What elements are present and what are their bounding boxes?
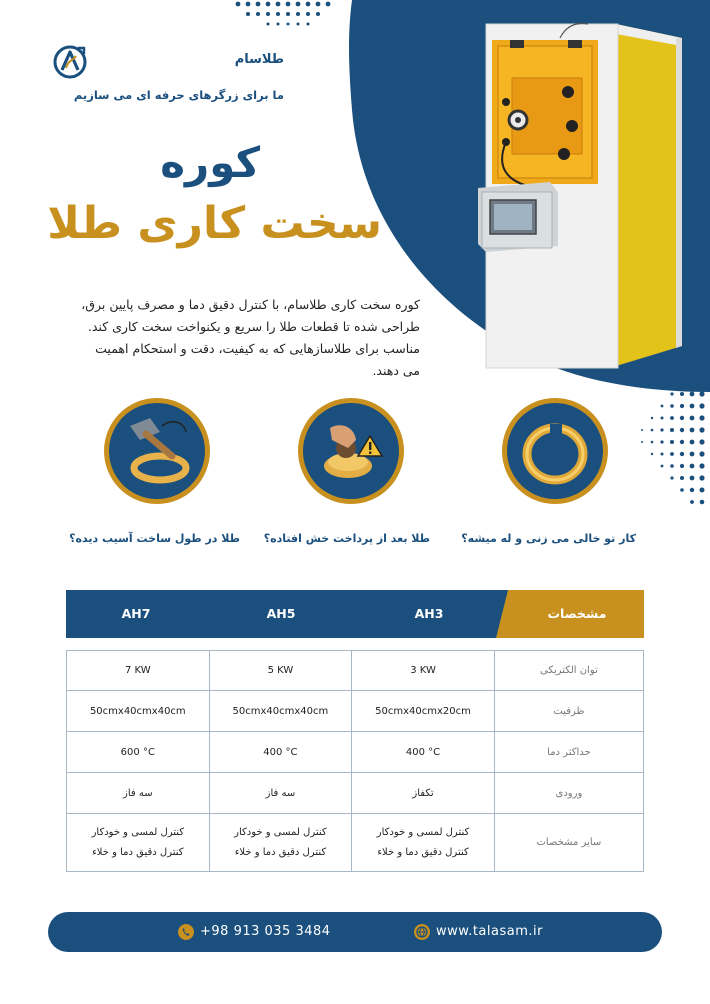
cell-line: کنترل لمسی و خودکار bbox=[91, 826, 185, 838]
table-row bbox=[67, 691, 644, 732]
specs-table bbox=[66, 650, 644, 872]
description-line: طراحی شده تا قطعات طلا را سریع و یکنواخت سخت کاری کند. bbox=[87, 319, 420, 334]
description-line: کوره سخت کاری طلاسام، با کنترل دقیق دما و مصرف پایین برق، bbox=[81, 297, 420, 312]
description-line: می دهند. bbox=[372, 363, 420, 378]
brand-tagline: ما برای زرگرهای حرفه ای می سازیم bbox=[73, 88, 284, 102]
specs-table-header bbox=[66, 590, 644, 638]
table-row bbox=[67, 814, 644, 872]
description-line: مناسب برای طلاسازهایی که به کیفیت، دقت و استحکام اهمیت bbox=[95, 341, 420, 356]
title-furnace: کوره bbox=[160, 138, 260, 187]
title-gold-hardening: سخت کاری طلا bbox=[47, 198, 382, 249]
dot-pattern-right bbox=[612, 386, 710, 506]
header-spec-label: مشخصات bbox=[547, 606, 607, 621]
cell-ah7: 50cmx40cmx40cm bbox=[67, 691, 210, 732]
cell-ah3: 3 KW bbox=[352, 651, 495, 691]
header-model-ah3: AH3 bbox=[414, 606, 444, 621]
header-model-ah5: AH5 bbox=[266, 606, 296, 621]
phone-icon bbox=[178, 924, 194, 940]
row-label: ورودی bbox=[494, 773, 643, 814]
cell-ah7 bbox=[67, 814, 210, 872]
product-description bbox=[30, 294, 420, 382]
contact-footer bbox=[48, 912, 662, 952]
table-row bbox=[67, 651, 644, 691]
cell-ah5 bbox=[209, 814, 352, 872]
brand-name: طلاسام bbox=[234, 52, 284, 67]
website-link[interactable]: www.talasam.ir bbox=[436, 924, 543, 939]
table-row bbox=[67, 773, 644, 814]
header-model-ah7: AH7 bbox=[121, 606, 151, 621]
cell-line: کنترل لمسی و خودکار bbox=[376, 826, 470, 838]
cell-line: کنترل لمسی و خودکار bbox=[234, 826, 327, 838]
cell-line: کنترل دقیق دما و خلاء bbox=[377, 846, 469, 858]
cell-line: کنترل دقیق دما و خلاء bbox=[92, 846, 184, 858]
table-row bbox=[67, 732, 644, 773]
row-label: سایر مشخصات bbox=[494, 814, 643, 872]
cell-ah3: 50cmx40cmx20cm bbox=[352, 691, 495, 732]
cell-ah7: 7 KW bbox=[67, 651, 210, 691]
hammer-ring-icon bbox=[102, 396, 212, 506]
bangle-ring-icon bbox=[500, 396, 610, 506]
cell-ah7: 600 °C bbox=[67, 732, 210, 773]
cell-ah7: سه فاز bbox=[67, 773, 210, 814]
cell-ah3 bbox=[352, 814, 495, 872]
feature-label-damage: طلا در طول ساخت آسیب دیده؟ bbox=[69, 532, 240, 545]
cell-ah5: 5 KW bbox=[209, 651, 352, 691]
feature-label-hollow: کار تو خالی می زنی و له میشه؟ bbox=[461, 532, 636, 545]
feature-label-scratch: طلا بعد از پرداخت خش افتاده؟ bbox=[263, 532, 430, 545]
cell-ah3: 400 °C bbox=[352, 732, 495, 773]
globe-icon bbox=[414, 924, 430, 940]
cell-ah5: 50cmx40cmx40cm bbox=[209, 691, 352, 732]
row-label: ظرفیت bbox=[494, 691, 643, 732]
furnace-machine-image bbox=[476, 16, 686, 376]
talasam-logo-icon bbox=[52, 44, 88, 80]
cell-ah5: سه فاز bbox=[209, 773, 352, 814]
polishing-warning-icon bbox=[296, 396, 406, 506]
cell-line: کنترل دقیق دما و خلاء bbox=[234, 846, 327, 858]
cell-ah5: 400 °C bbox=[209, 732, 352, 773]
row-label: حداکثر دما bbox=[494, 732, 643, 773]
row-label: توان الکتریکی bbox=[494, 651, 643, 691]
dot-pattern-top bbox=[228, 0, 348, 34]
phone-link[interactable]: +98 913 035 3484 bbox=[200, 924, 331, 939]
cell-ah3: تکفاز bbox=[352, 773, 495, 814]
